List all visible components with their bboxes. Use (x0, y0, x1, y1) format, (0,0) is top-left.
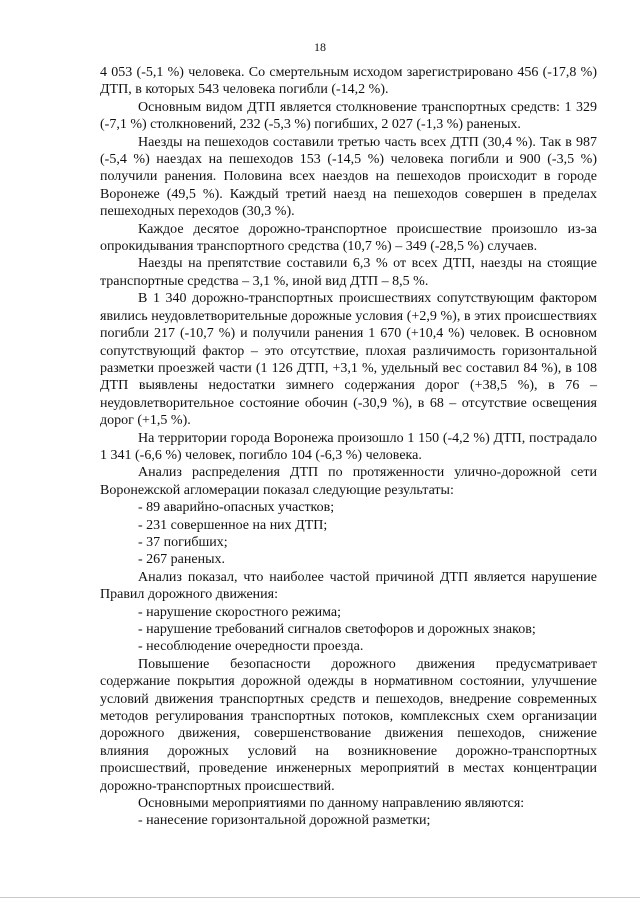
paragraph-obstacles: Наезды на препятствие составили 6,3 % от всех ДТП, наезды на стоящие транспортные средства – 3,1 %, иной вид ДТП – 8,5 %. (100, 256, 597, 289)
paragraph-continuation: 4 053 (-5,1 %) человека. Со смертельным исходом зарегистрировано 456 (-17,8 %) ДТП, в которых 543 человека погибли (-14,2 %). (100, 65, 597, 98)
list-item: - 231 совершенное на них ДТП; (138, 517, 328, 533)
paragraph-analysis-intro: Анализ распределения ДТП по протяженности улично-дорожной сети Воронежской агломерации показал следующие результаты: (100, 465, 597, 498)
list-item: - нарушение требований сигналов светофоров и дорожных знаков; (138, 622, 536, 637)
page-number: 18 (314, 40, 326, 54)
paragraph-collisions: Основным видом ДТП является столкновение транспортных средств: 1 329 (-7,1 %) столкновений, 232 (-5,3 %) погибших, 2 027 (-1,3 %) раненых. (100, 99, 597, 133)
list-item: - 37 погибших; (138, 534, 228, 550)
paragraph-voronezh-city: На территории города Воронежа произошло 1 150 (-4,2 %) ДТП, пострадало 1 341 (-6,6 %) человек, погибло 104 (-6,3 %) человека. (100, 430, 597, 463)
paragraph-pedestrians: Наезды на пешеходов составили третью часть всех ДТП (30,4 %). Так в 987 (-5,4 %) наездах на пешеходов 153 (-14,5 %) человека погибли и 900 (-3,5 %) получили ранения. Половина всех наездов на пешеходов происходит в городе Воронеже (49,5 %). Каждый третий наезд на пешеходов совершен в пределах пешеходных переходов (30,3 %). (100, 134, 597, 220)
paragraph-causes-intro: Анализ показал, что наиболее частой причиной ДТП является нарушение Правил дорожного движения: (100, 569, 597, 603)
list-item: - нанесение горизонтальной дорожной разметки; (138, 813, 431, 829)
list-item: - несоблюдение очередности проезда. (138, 639, 364, 655)
page-bottom-edge (0, 897, 640, 898)
paragraph-safety-improvement: Повышение безопасности дорожного движения предусматривает содержание покрытия дорожной одежды в нормативном состоянии, улучшение условий движения транспортных средств и пешеходов, внедрение современных методов регулирования транспортных потоков, комплексных схем организации дорожного движения, совершенствование движения пешеходов, снижение влияния дорожных условий на возникновение дорожно-транспортных происшествий, проведение инженерных мероприятий в местах концентрации дорожно-транспортных происшествий. (100, 656, 597, 794)
document-body (100, 64, 597, 830)
paragraph-rollovers: Каждое десятое дорожно-транспортное происшествие произошло из-за опрокидывания транспортного средства (10,7 %) – 349 (-28,5 %) случаев. (100, 221, 597, 255)
list-item: - нарушение скоростного режима; (138, 604, 341, 620)
paragraph-road-conditions: В 1 340 дорожно-транспортных происшествиях сопутствующим фактором явились неудовлетворительные дорожные условия (+2,9 %), в этих происшествиях погибли 217 (-10,7 %) и получили ранения 1 670 (+10,4 %) человек. В основном сопутствующий фактор – это отсутствие, плохая различимость горизонтальной разметки проезжей части (1 126 ДТП, +3,1 %, удельный вес составил 84 %), в 108 ДТП выявлены недостатки зимнего содержания дорог (+38,5 %), в 76 – неудовлетворительное состояние обочин (-30,9 %), в 68 – отсутствие освещения дорог (+1,5 %). (100, 291, 597, 429)
list-item: - 267 раненых. (138, 552, 225, 568)
paragraph-measures-intro: Основными мероприятиями по данному направлению являются: (138, 796, 525, 812)
list-item: - 89 аварийно-опасных участков; (138, 500, 335, 516)
